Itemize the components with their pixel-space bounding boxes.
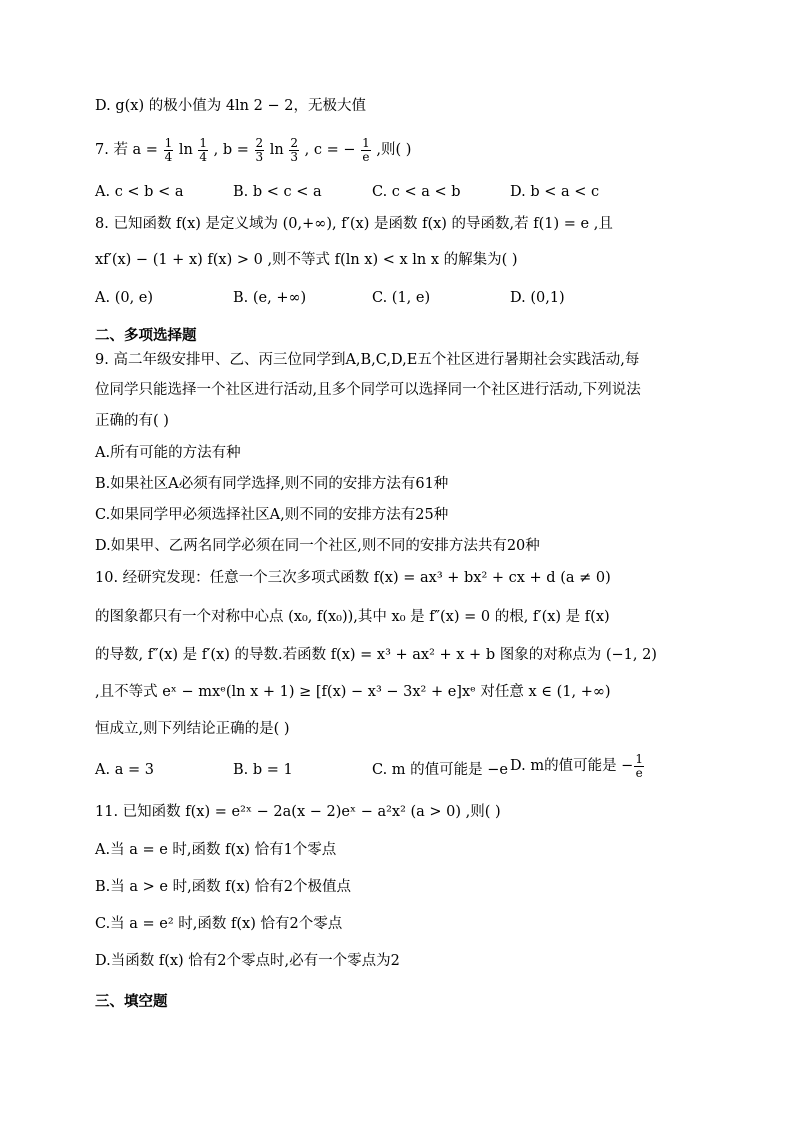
q7-option-d: D. b < a < c [510,184,600,200]
q10-option-d-numerator: 1 [635,751,643,766]
section-3-heading: 三、填空题 [95,994,168,1010]
q7-b-denominator: 3 [255,149,264,164]
q9-line-1: 9. 高二年级安排甲、乙、丙三位同学到A,B,C,D,E五个社区进行暑期社会实践活动,每 [95,352,640,368]
q7-a-denominator: 4 [164,149,173,164]
q8-option-b: B. (e, +∞) [233,290,307,306]
q9-option-a: A.所有可能的方法有种 [95,445,241,461]
q8-line-1: 8. 已知函数 f(x) 是定义域为 (0,+∞), f′(x) 是函数 f(x) 的导函数,若 f(1) = e ,且 [95,216,613,232]
q10-option-c: C. m 的值可能是 −e [372,762,508,778]
q10-line-1: 10. 经研究发现：任意一个三次多项式函数 f(x) = ax³ + bx² + cx + d (a ≠ 0) [95,570,611,586]
q10-option-b: B. b = 1 [233,762,293,778]
q11-option-a: A.当 a = e 时,函数 f(x) 恰有1个零点 [95,842,337,858]
q7-b-part: , b = [213,142,254,158]
q9-option-b: B.如果社区A必须有同学选择,则不同的安排方法有61种 [95,476,449,492]
q7-a-fraction [164,137,174,164]
q7-suffix: ,则( ) [376,142,412,158]
q8-option-c: C. (1, e) [372,290,431,306]
q7-a-numerator: 1 [164,135,173,150]
q8-line-2: xf′(x) − (1 + x) f(x) > 0 ,则不等式 f(ln x) < x ln x 的解集为( ) [95,252,518,268]
q7-a-denominator-2: 4 [199,149,208,164]
q7-b-numerator-2: 2 [290,135,299,150]
q7-b-numerator: 2 [255,135,264,150]
question-7 [95,136,411,164]
q7-b-denominator-2: 3 [290,149,299,164]
q7-a-ln: ln [178,142,193,158]
q9-line-2: 位同学只能选择一个社区进行活动,且多个同学可以选择同一个社区进行活动,下列说法 [95,382,641,398]
q6-option-d: D. g(x) 的极小值为 4ln 2 − 2，无极大值 [95,98,366,114]
q9-option-c: C.如果同学甲必须选择社区A,则不同的安排方法有25种 [95,507,449,523]
q7-b-fraction [255,137,265,164]
q10-option-d [510,752,645,780]
q7-a-fraction-2 [198,137,208,164]
q11-option-c: C.当 a = e² 时,函数 f(x) 恰有2个零点 [95,916,343,932]
section-2-heading: 二、多项选择题 [95,328,197,344]
q11-option-d: D.当函数 f(x) 恰有2个零点时,必有一个零点为2 [95,953,400,969]
q7-b-ln: ln [269,142,284,158]
q10-line-4: ,且不等式 eˣ − mxᵉ(ln x + 1) ≥ [f(x) − x³ − 3x² + e]xᵉ 对任意 x ∈ (1, +∞) [95,684,611,700]
q7-c-fraction [361,137,371,164]
q8-option-a: A. (0, e) [95,290,154,306]
q7-c-numerator: 1 [362,135,370,150]
q10-option-d-text: D. m的值可能是 − [510,758,634,774]
q10-option-d-denominator: e [635,765,643,780]
q8-option-d: D. (0,1) [510,290,565,306]
q10-line-3: 的导数, f″(x) 是 f′(x) 的导数.若函数 f(x) = x³ + ax² + x + b 图象的对称点为 (−1, 2) [95,647,657,663]
q7-a-numerator-2: 1 [199,135,208,150]
q7-c-part: , c = − [304,142,356,158]
q7-option-b: B. b < c < a [233,184,322,200]
q7-b-fraction-2 [289,137,299,164]
q9-option-d: D.如果甲、乙两名同学必须在同一个社区,则不同的安排方法共有20种 [95,538,540,554]
q10-line-5: 恒成立,则下列结论正确的是( ) [95,721,290,737]
q10-option-a: A. a = 3 [95,762,154,778]
q7-option-c: C. c < a < b [372,184,461,200]
q11-option-b: B.当 a > e 时,函数 f(x) 恰有2个极值点 [95,879,351,895]
q7-prefix: 7. 若 a = [95,142,163,158]
q10-option-d-fraction [634,753,644,780]
q7-option-a: A. c < b < a [95,184,184,200]
q11-line-1: 11. 已知函数 f(x) = e²ˣ − 2a(x − 2)eˣ − a²x² (a > 0) ,则( ) [95,804,501,820]
q7-c-denominator: e [362,149,370,164]
q10-line-2: 的图象都只有一个对称中心点 (x₀, f(x₀)),其中 x₀ 是 f″(x) = 0 的根, f′(x) 是 f(x) [95,609,610,625]
q9-line-3: 正确的有( ) [95,413,169,429]
